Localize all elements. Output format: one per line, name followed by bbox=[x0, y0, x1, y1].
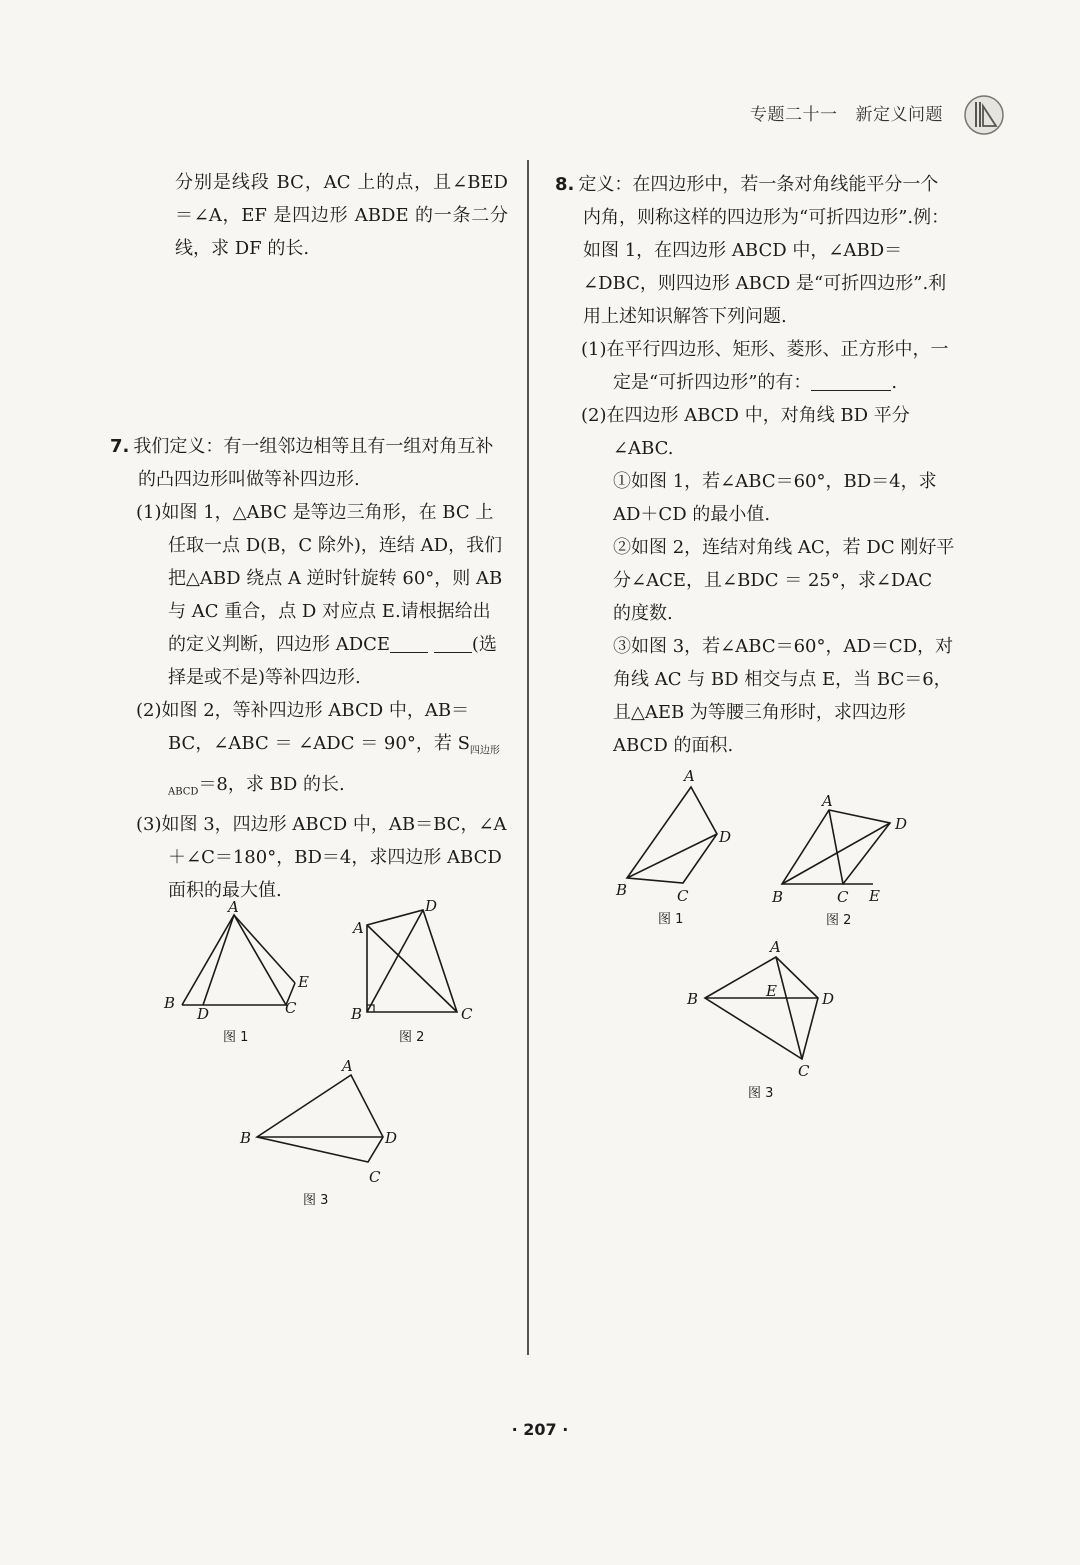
label-d: D bbox=[197, 1005, 210, 1023]
q7-figure-2 bbox=[345, 895, 485, 1047]
label-b: B bbox=[616, 881, 628, 899]
label-d: D bbox=[425, 897, 438, 915]
q8-part1-end: . bbox=[891, 372, 898, 393]
figure-caption: 图 1 bbox=[223, 1030, 249, 1045]
label-b: B bbox=[164, 994, 176, 1012]
diagonal-ac bbox=[776, 957, 802, 1059]
question-6-continuation bbox=[110, 166, 508, 265]
label-d: D bbox=[385, 1129, 398, 1147]
q8-part2: (2)在四边形 ABCD 中，对角线 BD 平分∠ABC. bbox=[581, 405, 910, 459]
label-e: E bbox=[298, 973, 309, 991]
q8-case2: ②如图 2，连结对角线 AC，若 DC 刚好平分∠ACE，且∠BDC ＝ 25°，求∠DAC 的度数. bbox=[613, 537, 955, 624]
page-number: · 207 · bbox=[511, 1420, 569, 1439]
quad-abcd bbox=[367, 910, 457, 1012]
q7-part2 bbox=[110, 694, 508, 808]
q8-figure-1 bbox=[605, 765, 745, 930]
answer-blank-continued[interactable] bbox=[434, 634, 472, 653]
set-square-icon bbox=[963, 94, 1005, 136]
q7-part3: (3)如图 3，四边形 ABCD 中，AB＝BC，∠A＋∠C＝180°，BD＝4，求四边形 ABCD 面积的最大值. bbox=[136, 814, 507, 902]
label-a: A bbox=[228, 898, 239, 916]
label-a: A bbox=[342, 1057, 353, 1075]
label-c: C bbox=[285, 999, 297, 1017]
column-divider bbox=[527, 160, 529, 1355]
q7-part2-text: (2)如图 2，等补四边形 ABCD 中，AB＝BC，∠ABC ＝ ∠ADC ＝ 90°，若 bbox=[136, 700, 470, 754]
question-8 bbox=[555, 168, 955, 762]
label-b: B bbox=[772, 888, 784, 906]
label-c: C bbox=[461, 1005, 473, 1023]
diagonal-ac bbox=[367, 925, 457, 1012]
diagonal-bd bbox=[367, 910, 423, 1012]
figure-caption: 图 3 bbox=[303, 1193, 329, 1208]
q7-part1-end: (选择是或不是)等补四边形. bbox=[168, 634, 497, 688]
q7-stem-text: 我们定义：有一组邻边相等且有一组对角互补的凸四边形叫做等补四边形. bbox=[133, 436, 494, 490]
q8-part1-text: (1)在平行四边形、矩形、菱形、正方形中，一定是“可折四边形”的有： bbox=[581, 339, 949, 393]
quad-abcd bbox=[257, 1075, 383, 1162]
label-a: A bbox=[822, 792, 833, 810]
area-subscript: 四边形ABCD bbox=[168, 745, 500, 798]
q8-figure-3 bbox=[685, 935, 845, 1105]
segment-ae bbox=[234, 915, 295, 983]
q8-case3: ③如图 3，若∠ABC＝60°，AD＝CD，对角线 AC 与 BD 相交与点 E，当 BC＝6，且△AEB 为等腰三角形时，求四边形 ABCD 的面积. bbox=[613, 636, 954, 756]
q7-stem bbox=[110, 430, 508, 496]
running-header bbox=[750, 100, 943, 125]
label-e: E bbox=[766, 982, 777, 1000]
label-c: C bbox=[798, 1062, 810, 1080]
figure-caption: 图 2 bbox=[826, 913, 852, 928]
label-d: D bbox=[822, 990, 835, 1008]
label-a: A bbox=[770, 938, 781, 956]
quad-abcd bbox=[627, 787, 717, 883]
header-title: 新定义问题 bbox=[855, 105, 943, 125]
figure-caption: 图 3 bbox=[748, 1086, 774, 1101]
figure-caption: 图 1 bbox=[658, 912, 684, 927]
label-b: B bbox=[687, 990, 699, 1008]
label-a: A bbox=[353, 919, 364, 937]
diagonal-bd bbox=[782, 823, 890, 884]
label-a: A bbox=[684, 767, 695, 785]
q7-figure-1 bbox=[160, 898, 320, 1048]
q7-part1 bbox=[110, 496, 508, 694]
label-b: B bbox=[240, 1129, 252, 1147]
answer-blank[interactable] bbox=[811, 372, 891, 391]
label-e: E bbox=[869, 887, 880, 905]
q7-part1-text: (1)如图 1，△ABC 是等边三角形，在 BC 上任取一点 D(B，C 除外)，连结 AD，我们把△ABD 绕点 A 逆时针旋转 60°，则 AB 与 AC 重合，点 D 对应点 E.请根据给出的定义判断，四边形 ADCE bbox=[136, 502, 503, 655]
triangle-abc bbox=[182, 915, 286, 1005]
header-topic: 专题二十一 bbox=[750, 105, 838, 125]
area-symbol: S bbox=[457, 733, 470, 754]
question-7 bbox=[110, 430, 508, 907]
q8-figure-2 bbox=[765, 790, 930, 930]
label-b: B bbox=[351, 1005, 363, 1023]
diagonal-bd bbox=[627, 834, 717, 878]
answer-blank[interactable] bbox=[390, 634, 428, 653]
q7-number: 7. bbox=[110, 436, 130, 457]
label-d: D bbox=[719, 828, 732, 846]
q8-stem bbox=[555, 168, 955, 333]
label-d: D bbox=[895, 815, 908, 833]
q7-part2-end: ＝8，求 BD 的长. bbox=[198, 773, 345, 795]
q8-stem-text: 定义：在四边形中，若一条对角线能平分一个内角，则称这样的四边形为“可折四边形”.例：如图 1，在四边形 ABCD 中，∠ABD＝∠DBC，则四边形 ABCD 是“可折四边形”.利用上述知识解答下列问题. bbox=[578, 174, 950, 327]
q6-text: 分别是线段 BC，AC 上的点，且∠BED＝∠A，EF 是四边形 ABDE 的一条二分线，求 DF 的长. bbox=[175, 172, 508, 259]
figure-caption: 图 2 bbox=[399, 1030, 425, 1045]
q7-figure-3 bbox=[235, 1055, 410, 1210]
diagonal-ac bbox=[829, 810, 843, 884]
label-c: C bbox=[837, 888, 849, 906]
label-c: C bbox=[677, 887, 689, 905]
label-c: C bbox=[369, 1168, 381, 1186]
q8-part1 bbox=[555, 333, 955, 399]
quad-abcd bbox=[705, 957, 818, 1059]
q8-number: 8. bbox=[555, 174, 575, 195]
q8-case1: ①如图 1，若∠ABC＝60°，BD＝4，求 AD＋CD 的最小值. bbox=[613, 471, 937, 525]
